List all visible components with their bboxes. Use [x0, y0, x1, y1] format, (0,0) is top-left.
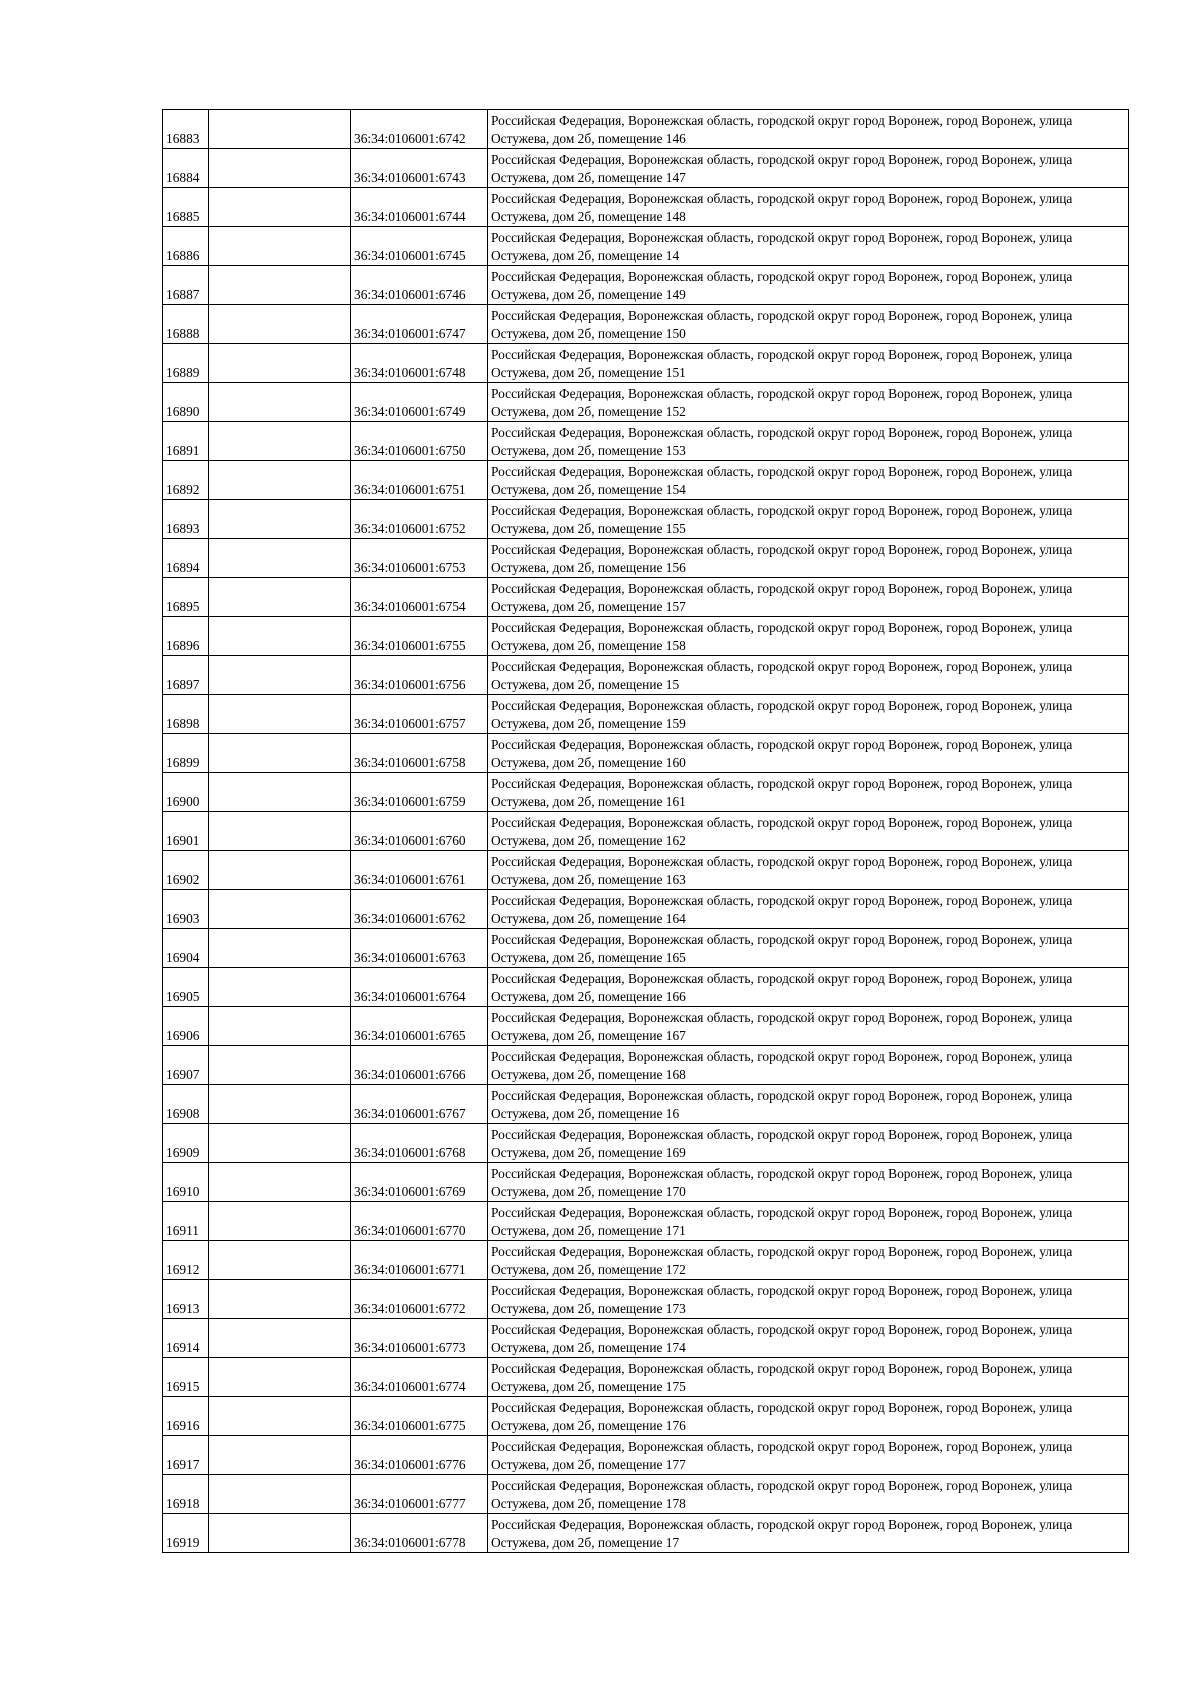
empty-cell — [209, 656, 351, 695]
table-row — [163, 1280, 1129, 1319]
address-cell: Российская Федерация, Воронежская область, городской округ город Воронеж, город Воронеж, улица Остужева, дом 2б, помещение 170 — [488, 1163, 1129, 1202]
empty-cell — [209, 578, 351, 617]
table-row — [163, 110, 1129, 149]
table-row — [163, 1241, 1129, 1280]
address-cell: Российская Федерация, Воронежская область, городской округ город Воронеж, город Воронеж, улица Остужева, дом 2б, помещение 158 — [488, 617, 1129, 656]
address-cell: Российская Федерация, Воронежская область, городской округ город Воронеж, город Воронеж, улица Остужева, дом 2б, помещение 163 — [488, 851, 1129, 890]
row-number-cell: 16906 — [163, 1007, 209, 1046]
address-cell: Российская Федерация, Воронежская область, городской округ город Воронеж, город Воронеж, улица Остужева, дом 2б, помещение 155 — [488, 500, 1129, 539]
cadastral-number-cell: 36:34:0106001:6757 — [351, 695, 488, 734]
row-number-cell: 16910 — [163, 1163, 209, 1202]
empty-cell — [209, 1163, 351, 1202]
cadastral-number-cell: 36:34:0106001:6744 — [351, 188, 488, 227]
cadastral-number-cell: 36:34:0106001:6765 — [351, 1007, 488, 1046]
table-row — [163, 1085, 1129, 1124]
cadastral-number-cell: 36:34:0106001:6769 — [351, 1163, 488, 1202]
cadastral-number-cell: 36:34:0106001:6746 — [351, 266, 488, 305]
address-cell: Российская Федерация, Воронежская область, городской округ город Воронеж, город Воронеж, улица Остужева, дом 2б, помещение 168 — [488, 1046, 1129, 1085]
empty-cell — [209, 890, 351, 929]
address-cell: Российская Федерация, Воронежская область, городской округ город Воронеж, город Воронеж, улица Остужева, дом 2б, помещение 167 — [488, 1007, 1129, 1046]
address-cell: Российская Федерация, Воронежская область, городской округ город Воронеж, город Воронеж, улица Остужева, дом 2б, помещение 169 — [488, 1124, 1129, 1163]
empty-cell — [209, 812, 351, 851]
address-cell: Российская Федерация, Воронежская область, городской округ город Воронеж, город Воронеж, улица Остужева, дом 2б, помещение 174 — [488, 1319, 1129, 1358]
table-row — [163, 1514, 1129, 1553]
address-cell: Российская Федерация, Воронежская область, городской округ город Воронеж, город Воронеж, улица Остужева, дом 2б, помещение 159 — [488, 695, 1129, 734]
cadastral-number-cell: 36:34:0106001:6773 — [351, 1319, 488, 1358]
address-cell: Российская Федерация, Воронежская область, городской округ город Воронеж, город Воронеж, улица Остужева, дом 2б, помещение 151 — [488, 344, 1129, 383]
cadastral-number-cell: 36:34:0106001:6761 — [351, 851, 488, 890]
property-registry-table — [162, 109, 1129, 1553]
cadastral-number-cell: 36:34:0106001:6762 — [351, 890, 488, 929]
table-row — [163, 500, 1129, 539]
row-number-cell: 16884 — [163, 149, 209, 188]
cadastral-number-cell: 36:34:0106001:6767 — [351, 1085, 488, 1124]
cadastral-number-cell: 36:34:0106001:6755 — [351, 617, 488, 656]
address-cell: Российская Федерация, Воронежская область, городской округ город Воронеж, город Воронеж, улица Остужева, дом 2б, помещение 164 — [488, 890, 1129, 929]
empty-cell — [209, 1358, 351, 1397]
row-number-cell: 16916 — [163, 1397, 209, 1436]
table-row — [163, 890, 1129, 929]
row-number-cell: 16911 — [163, 1202, 209, 1241]
row-number-cell: 16912 — [163, 1241, 209, 1280]
table-row — [163, 1202, 1129, 1241]
cadastral-number-cell: 36:34:0106001:6768 — [351, 1124, 488, 1163]
empty-cell — [209, 422, 351, 461]
cadastral-number-cell: 36:34:0106001:6754 — [351, 578, 488, 617]
table-row — [163, 344, 1129, 383]
table-row — [163, 461, 1129, 500]
table-row — [163, 656, 1129, 695]
cadastral-number-cell: 36:34:0106001:6760 — [351, 812, 488, 851]
row-number-cell: 16883 — [163, 110, 209, 149]
address-cell: Российская Федерация, Воронежская область, городской округ город Воронеж, город Воронеж, улица Остужева, дом 2б, помещение 177 — [488, 1436, 1129, 1475]
empty-cell — [209, 461, 351, 500]
row-number-cell: 16905 — [163, 968, 209, 1007]
address-cell: Российская Федерация, Воронежская область, городской округ город Воронеж, город Воронеж, улица Остужева, дом 2б, помещение 162 — [488, 812, 1129, 851]
address-cell: Российская Федерация, Воронежская область, городской округ город Воронеж, город Воронеж, улица Остужева, дом 2б, помещение 152 — [488, 383, 1129, 422]
table-row — [163, 188, 1129, 227]
table-body — [163, 110, 1129, 1553]
address-cell: Российская Федерация, Воронежская область, городской округ город Воронеж, город Воронеж, улица Остужева, дом 2б, помещение 14 — [488, 227, 1129, 266]
empty-cell — [209, 617, 351, 656]
empty-cell — [209, 773, 351, 812]
table-row — [163, 266, 1129, 305]
cadastral-number-cell: 36:34:0106001:6743 — [351, 149, 488, 188]
empty-cell — [209, 1319, 351, 1358]
row-number-cell: 16917 — [163, 1436, 209, 1475]
row-number-cell: 16886 — [163, 227, 209, 266]
row-number-cell: 16919 — [163, 1514, 209, 1553]
empty-cell — [209, 1514, 351, 1553]
address-cell: Российская Федерация, Воронежская область, городской округ город Воронеж, город Воронеж, улица Остужева, дом 2б, помещение 176 — [488, 1397, 1129, 1436]
table-row — [163, 305, 1129, 344]
address-cell: Российская Федерация, Воронежская область, городской округ город Воронеж, город Воронеж, улица Остужева, дом 2б, помещение 178 — [488, 1475, 1129, 1514]
address-cell: Российская Федерация, Воронежская область, городской округ город Воронеж, город Воронеж, улица Остужева, дом 2б, помещение 161 — [488, 773, 1129, 812]
empty-cell — [209, 539, 351, 578]
address-cell: Российская Федерация, Воронежская область, городской округ город Воронеж, город Воронеж, улица Остужева, дом 2б, помещение 17 — [488, 1514, 1129, 1553]
row-number-cell: 16907 — [163, 1046, 209, 1085]
row-number-cell: 16891 — [163, 422, 209, 461]
table-row — [163, 1436, 1129, 1475]
cadastral-number-cell: 36:34:0106001:6749 — [351, 383, 488, 422]
cadastral-number-cell: 36:34:0106001:6764 — [351, 968, 488, 1007]
empty-cell — [209, 266, 351, 305]
address-cell: Российская Федерация, Воронежская область, городской округ город Воронеж, город Воронеж, улица Остужева, дом 2б, помещение 156 — [488, 539, 1129, 578]
empty-cell — [209, 344, 351, 383]
table-row — [163, 773, 1129, 812]
address-cell: Российская Федерация, Воронежская область, городской округ город Воронеж, город Воронеж, улица Остужева, дом 2б, помещение 165 — [488, 929, 1129, 968]
empty-cell — [209, 1436, 351, 1475]
table-row — [163, 1319, 1129, 1358]
row-number-cell: 16914 — [163, 1319, 209, 1358]
row-number-cell: 16888 — [163, 305, 209, 344]
cadastral-number-cell: 36:34:0106001:6766 — [351, 1046, 488, 1085]
empty-cell — [209, 1241, 351, 1280]
address-cell: Российская Федерация, Воронежская область, городской округ город Воронеж, город Воронеж, улица Остужева, дом 2б, помещение 150 — [488, 305, 1129, 344]
address-cell: Российская Федерация, Воронежская область, городской округ город Воронеж, город Воронеж, улица Остужева, дом 2б, помещение 148 — [488, 188, 1129, 227]
empty-cell — [209, 500, 351, 539]
table-row — [163, 1046, 1129, 1085]
empty-cell — [209, 968, 351, 1007]
empty-cell — [209, 1007, 351, 1046]
empty-cell — [209, 1475, 351, 1514]
address-cell: Российская Федерация, Воронежская область, городской округ город Воронеж, город Воронеж, улица Остужева, дом 2б, помещение 149 — [488, 266, 1129, 305]
address-cell: Российская Федерация, Воронежская область, городской округ город Воронеж, город Воронеж, улица Остужева, дом 2б, помещение 154 — [488, 461, 1129, 500]
empty-cell — [209, 851, 351, 890]
table-row — [163, 578, 1129, 617]
address-cell: Российская Федерация, Воронежская область, городской округ город Воронеж, город Воронеж, улица Остужева, дом 2б, помещение 15 — [488, 656, 1129, 695]
empty-cell — [209, 929, 351, 968]
row-number-cell: 16901 — [163, 812, 209, 851]
row-number-cell: 16903 — [163, 890, 209, 929]
empty-cell — [209, 1202, 351, 1241]
cadastral-number-cell: 36:34:0106001:6776 — [351, 1436, 488, 1475]
cadastral-number-cell: 36:34:0106001:6770 — [351, 1202, 488, 1241]
table-row — [163, 968, 1129, 1007]
empty-cell — [209, 110, 351, 149]
table-row — [163, 1358, 1129, 1397]
row-number-cell: 16895 — [163, 578, 209, 617]
empty-cell — [209, 227, 351, 266]
row-number-cell: 16896 — [163, 617, 209, 656]
address-cell: Российская Федерация, Воронежская область, городской округ город Воронеж, город Воронеж, улица Остужева, дом 2б, помещение 146 — [488, 110, 1129, 149]
cadastral-number-cell: 36:34:0106001:6774 — [351, 1358, 488, 1397]
cadastral-number-cell: 36:34:0106001:6777 — [351, 1475, 488, 1514]
table-row — [163, 1397, 1129, 1436]
cadastral-number-cell: 36:34:0106001:6748 — [351, 344, 488, 383]
address-cell: Российская Федерация, Воронежская область, городской округ город Воронеж, город Воронеж, улица Остужева, дом 2б, помещение 147 — [488, 149, 1129, 188]
table-row — [163, 227, 1129, 266]
cadastral-number-cell: 36:34:0106001:6753 — [351, 539, 488, 578]
empty-cell — [209, 383, 351, 422]
cadastral-number-cell: 36:34:0106001:6750 — [351, 422, 488, 461]
row-number-cell: 16892 — [163, 461, 209, 500]
table-row — [163, 383, 1129, 422]
empty-cell — [209, 305, 351, 344]
cadastral-number-cell: 36:34:0106001:6752 — [351, 500, 488, 539]
table-row — [163, 812, 1129, 851]
table-row — [163, 617, 1129, 656]
address-cell: Российская Федерация, Воронежская область, городской округ город Воронеж, город Воронеж, улица Остужева, дом 2б, помещение 16 — [488, 1085, 1129, 1124]
address-cell: Российская Федерация, Воронежская область, городской округ город Воронеж, город Воронеж, улица Остужева, дом 2б, помещение 153 — [488, 422, 1129, 461]
cadastral-number-cell: 36:34:0106001:6758 — [351, 734, 488, 773]
row-number-cell: 16909 — [163, 1124, 209, 1163]
cadastral-number-cell: 36:34:0106001:6763 — [351, 929, 488, 968]
empty-cell — [209, 1124, 351, 1163]
row-number-cell: 16885 — [163, 188, 209, 227]
empty-cell — [209, 734, 351, 773]
address-cell: Российская Федерация, Воронежская область, городской округ город Воронеж, город Воронеж, улица Остужева, дом 2б, помещение 172 — [488, 1241, 1129, 1280]
table-row — [163, 539, 1129, 578]
empty-cell — [209, 1397, 351, 1436]
row-number-cell: 16904 — [163, 929, 209, 968]
cadastral-number-cell: 36:34:0106001:6775 — [351, 1397, 488, 1436]
row-number-cell: 16898 — [163, 695, 209, 734]
row-number-cell: 16918 — [163, 1475, 209, 1514]
address-cell: Российская Федерация, Воронежская область, городской округ город Воронеж, город Воронеж, улица Остужева, дом 2б, помещение 166 — [488, 968, 1129, 1007]
cadastral-number-cell: 36:34:0106001:6745 — [351, 227, 488, 266]
empty-cell — [209, 1046, 351, 1085]
cadastral-number-cell: 36:34:0106001:6759 — [351, 773, 488, 812]
address-cell: Российская Федерация, Воронежская область, городской округ город Воронеж, город Воронеж, улица Остужева, дом 2б, помещение 160 — [488, 734, 1129, 773]
row-number-cell: 16893 — [163, 500, 209, 539]
empty-cell — [209, 1085, 351, 1124]
row-number-cell: 16894 — [163, 539, 209, 578]
empty-cell — [209, 695, 351, 734]
address-cell: Российская Федерация, Воронежская область, городской округ город Воронеж, город Воронеж, улица Остужева, дом 2б, помещение 157 — [488, 578, 1129, 617]
cadastral-number-cell: 36:34:0106001:6771 — [351, 1241, 488, 1280]
table-row — [163, 851, 1129, 890]
table-row — [163, 929, 1129, 968]
empty-cell — [209, 1280, 351, 1319]
row-number-cell: 16889 — [163, 344, 209, 383]
row-number-cell: 16908 — [163, 1085, 209, 1124]
table-row — [163, 734, 1129, 773]
row-number-cell: 16899 — [163, 734, 209, 773]
table-row — [163, 422, 1129, 461]
table-row — [163, 695, 1129, 734]
table-row — [163, 1163, 1129, 1202]
address-cell: Российская Федерация, Воронежская область, городской округ город Воронеж, город Воронеж, улица Остужева, дом 2б, помещение 175 — [488, 1358, 1129, 1397]
cadastral-number-cell: 36:34:0106001:6772 — [351, 1280, 488, 1319]
table-row — [163, 1124, 1129, 1163]
table-row — [163, 1007, 1129, 1046]
empty-cell — [209, 188, 351, 227]
row-number-cell: 16915 — [163, 1358, 209, 1397]
cadastral-number-cell: 36:34:0106001:6751 — [351, 461, 488, 500]
row-number-cell: 16887 — [163, 266, 209, 305]
cadastral-number-cell: 36:34:0106001:6756 — [351, 656, 488, 695]
table-row — [163, 149, 1129, 188]
cadastral-number-cell: 36:34:0106001:6747 — [351, 305, 488, 344]
address-cell: Российская Федерация, Воронежская область, городской округ город Воронеж, город Воронеж, улица Остужева, дом 2б, помещение 173 — [488, 1280, 1129, 1319]
row-number-cell: 16897 — [163, 656, 209, 695]
cadastral-number-cell: 36:34:0106001:6778 — [351, 1514, 488, 1553]
row-number-cell: 16902 — [163, 851, 209, 890]
empty-cell — [209, 149, 351, 188]
cadastral-number-cell: 36:34:0106001:6742 — [351, 110, 488, 149]
row-number-cell: 16900 — [163, 773, 209, 812]
row-number-cell: 16913 — [163, 1280, 209, 1319]
row-number-cell: 16890 — [163, 383, 209, 422]
table-row — [163, 1475, 1129, 1514]
address-cell: Российская Федерация, Воронежская область, городской округ город Воронеж, город Воронеж, улица Остужева, дом 2б, помещение 171 — [488, 1202, 1129, 1241]
